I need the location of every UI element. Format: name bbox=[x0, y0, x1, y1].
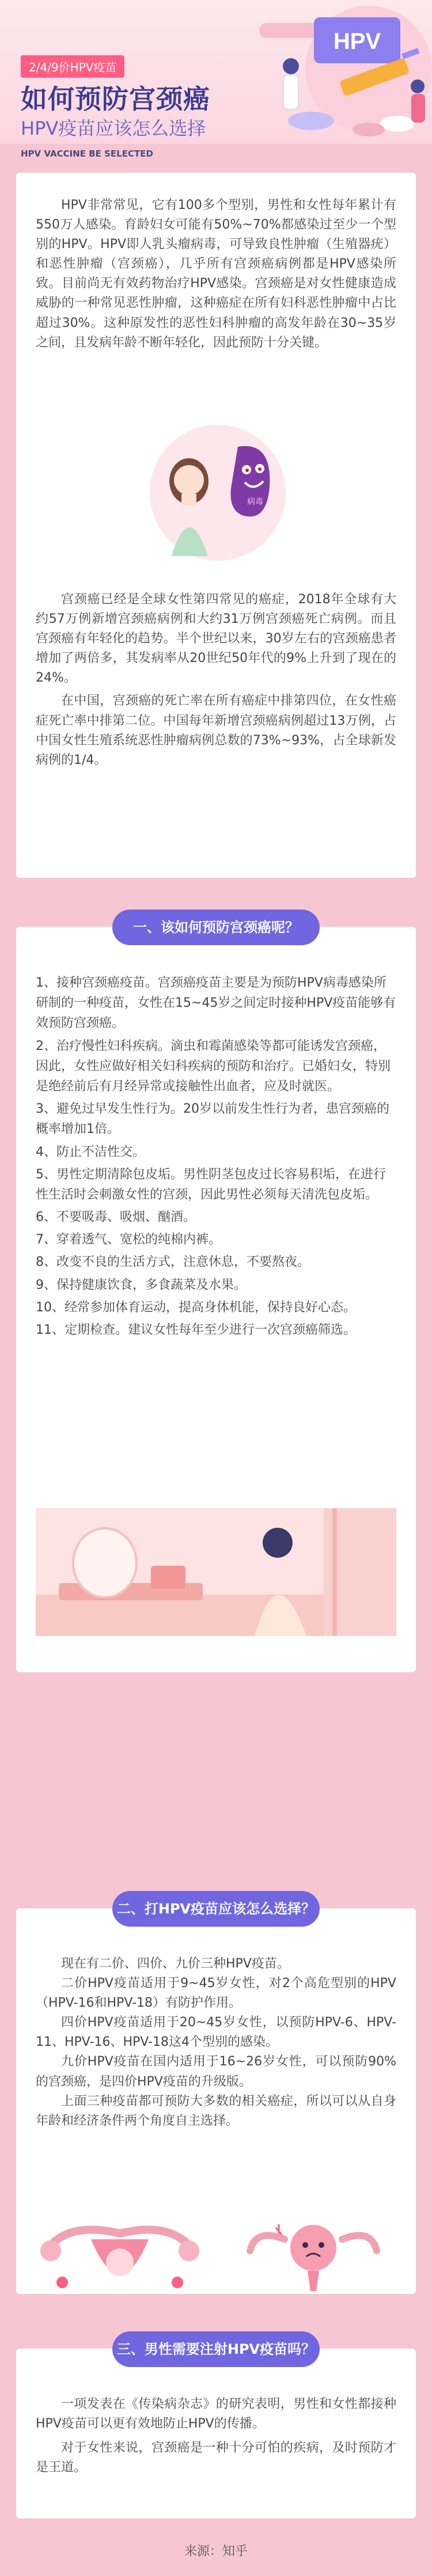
vaccine-paragraph: 现在有二价、四价、九价三种HPV疫苗。 bbox=[61, 1957, 290, 1971]
prevention-item: 8、改变不良的生活方式，注意休息，不要熬夜。 bbox=[36, 1255, 310, 1270]
bathroom-illustration bbox=[36, 1508, 396, 1636]
header-en-subtitle: HPV VACCINE BE SELECTED bbox=[21, 149, 153, 159]
vaccine-paragraph: 二价HPV疫苗适用于9~45岁女性，对2个高危型别的HPV（HPV-16和HPV-18）有防护作用。 bbox=[36, 1976, 396, 2011]
header-banner bbox=[0, 0, 432, 144]
prevention-item: 5、男性定期清除包皮垢。男性阴茎包皮过长容易积垢，在进行性生活时会刺激女性的宫颈，因此男性必须每天清洗包皮垢。 bbox=[36, 1167, 386, 1202]
vaccine-paragraph: 四价HPV疫苗适用于20~45岁女性，以预防HPV-6、HPV-11、HPV-16、HPV-18这4个型别的感染。 bbox=[36, 2015, 396, 2050]
prevention-item: 4、防止不洁性交。 bbox=[36, 1144, 145, 1159]
virus-label: 病毒 bbox=[247, 497, 263, 506]
prevention-item: 7、穿着透气、宽松的纯棉内裤。 bbox=[36, 1232, 221, 1247]
page-title: 如何预防宫颈癌 bbox=[21, 83, 210, 115]
section1-card bbox=[16, 927, 416, 1672]
vaccine-illustration bbox=[225, 0, 432, 144]
prevention-item: 1、接种宫颈癌疫苗。宫颈癌疫苗主要是为预防HPV病毒感染所研制的一种疫苗，女性在15~45岁之间定时接种HPV疫苗能够有效预防宫颈癌。 bbox=[36, 976, 396, 1031]
prevention-item: 3、避免过早发生性行为。20岁以前发生性行为者，患宫颈癌的概率增加1倍。 bbox=[36, 1102, 389, 1137]
virus-woman-illustration bbox=[140, 412, 295, 568]
prevention-list bbox=[36, 973, 396, 1340]
intro-paragraph-2: 宫颈癌已经是全球女性第四常见的癌症，2018年全球有大约57万例新增宫颈癌病例和大约31万例宫颈癌死亡病例。而且宫颈癌有年轻化的趋势。半个世纪以来，30岁左右的宫颈癌患者增加了两倍多，其发病率从20世纪50年代的9%上升到了现在的24%。 bbox=[36, 592, 396, 686]
section1-title: 一、该如何预防宫颈癌呢？ bbox=[112, 910, 320, 945]
intro-paragraph-3: 在中国，宫颈癌的死亡率在所有癌症中排第四位，在女性癌症死亡率中排第二位。中国每年新增宫颈癌病例超过13万例，占中国女性生殖系统恶性肿瘤病例总数的73%~93%，占全球新发病例的1/4。 bbox=[36, 694, 396, 767]
hpv-logo-text: HPV bbox=[333, 29, 381, 54]
section2-card bbox=[16, 1908, 416, 2294]
prevention-item: 2、治疗慢性妇科疾病。滴虫和霉菌感染等都可能诱发宫颈癌，因此，女性应做好相关妇科疾病的预防和治疗。已婚妇女，特别是绝经前后有月经异常或接触性出血者，应及时就医。 bbox=[36, 1038, 391, 1094]
header-badge: 2/4/9价HPV疫苗 bbox=[21, 55, 124, 78]
uterus-illustration-left bbox=[28, 2216, 212, 2294]
prevention-item: 9、保持健康饮食，多食蔬菜及水果。 bbox=[36, 1277, 247, 1292]
section3-card bbox=[16, 2349, 416, 2518]
section3-title: 三、男性需要注射HPV疫苗吗？ bbox=[112, 2331, 320, 2367]
vaccine-paragraph: 上面三种疫苗都可预防大多数的相关癌症，所以可以从自身年龄和经济条件两个角度自主选择。 bbox=[36, 2094, 396, 2128]
uterus-illustration-right bbox=[221, 2216, 406, 2294]
vaccine-choice-text bbox=[36, 1954, 396, 2131]
prevention-item: 6、不要吸毒、吸烟、酗酒。 bbox=[36, 1210, 196, 1225]
male-vaccine-text bbox=[36, 2395, 396, 2478]
intro-card bbox=[16, 173, 416, 878]
page-subtitle: HPV疫苗应该怎么选择 bbox=[21, 117, 206, 139]
male-vaccine-paragraph: 一项发表在《传染病杂志》的研究表明，男性和女性都接种HPV疫苗可以更有效地防止HPV的传播。 bbox=[36, 2397, 396, 2432]
section2-title: 二、打HPV疫苗应该怎么选择？ bbox=[112, 1891, 320, 1927]
prevention-item: 11、定期检查。建议女性每年至少进行一次宫颈癌筛选。 bbox=[36, 1323, 356, 1337]
prevention-item: 10、经常参加体育运动，提高身体机能，保持良好心态。 bbox=[36, 1300, 356, 1315]
intro-paragraph-1: HPV非常常见，它有100多个型别，男性和女性每年累计有550万人感染。育龄妇女可能有50%~70%都感染过至少一个型别的HPV。HPV即人乳头瘤病毒，可导致良性肿瘤（生殖器疣）和恶性肿瘤（宫颈癌），几乎所有宫颈癌病例都是HPV感染所致。目前尚无有效药物治疗HPV感染。宫颈癌是对女性健康造成威胁的一种常见恶性肿瘤，这种癌症在所有妇科恶性肿瘤中占比超过30%。这种原发性的恶性妇科肿瘤的高发年龄在30~35岁之间，且发病年龄不断年轻化，因此预防十分关键。 bbox=[36, 198, 396, 350]
male-vaccine-paragraph: 对于女性来说，宫颈癌是一种十分可怕的疾病，及时预防才是王道。 bbox=[36, 2441, 396, 2475]
source-footer: 来源：知乎 bbox=[184, 2544, 248, 2559]
vaccine-paragraph: 九价HPV疫苗在国内适用于16~26岁女性，可以预防90%的宫颈癌，是四价HPV疫苗的升级版。 bbox=[36, 2054, 396, 2089]
